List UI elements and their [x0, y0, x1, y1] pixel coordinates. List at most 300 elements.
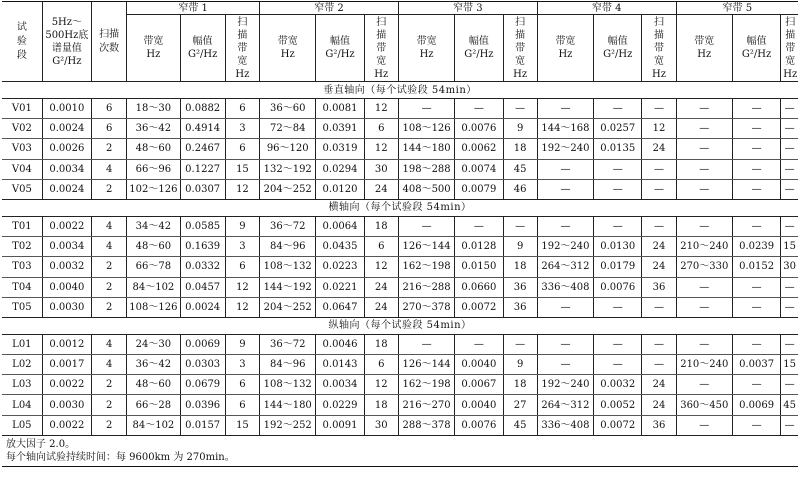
- table-cell: —: [781, 216, 798, 236]
- table-cell: 9: [225, 216, 259, 236]
- table-cell: 270～378: [398, 297, 454, 317]
- table-cell: 84～96: [260, 355, 316, 375]
- table-cell: 192～252: [260, 415, 316, 435]
- table-row: [2, 355, 798, 375]
- table-cell: —: [732, 216, 780, 236]
- table-cell: 2: [92, 179, 127, 199]
- table-cell: 144～180: [260, 395, 316, 415]
- table-cell: 2: [92, 277, 127, 297]
- table-cell: —: [732, 297, 780, 317]
- table-cell: 48～60: [127, 375, 180, 395]
- table-cell: 24: [642, 375, 676, 395]
- table-cell: 2: [92, 139, 127, 159]
- table-cell: —: [781, 119, 798, 139]
- band-4-amplitude-header: 幅值G²/Hz: [594, 15, 642, 82]
- table-cell: 0.0017: [42, 355, 91, 375]
- table-row: [2, 99, 798, 119]
- table-cell: —: [732, 277, 780, 297]
- table-cell: 4: [92, 334, 127, 354]
- table-cell: L01: [2, 334, 42, 354]
- table-cell: 0.0040: [42, 277, 91, 297]
- table-cell: —: [676, 179, 732, 199]
- table-cell: 36～42: [127, 355, 180, 375]
- table-cell: 66～96: [127, 159, 180, 179]
- table-cell: L03: [2, 375, 42, 395]
- table-cell: 0.0229: [316, 395, 364, 415]
- table-cell: 6: [225, 375, 259, 395]
- table-cell: 6: [225, 395, 259, 415]
- table-cell: 27: [503, 395, 537, 415]
- table-cell: 0.0040: [455, 395, 503, 415]
- table-cell: 0.0120: [316, 179, 364, 199]
- table-cell: 2: [92, 257, 127, 277]
- table-cell: —: [676, 375, 732, 395]
- table-cell: 0.0067: [455, 375, 503, 395]
- table-cell: —: [732, 179, 780, 199]
- table-cell: 36: [503, 297, 537, 317]
- table-cell: 24: [642, 237, 676, 257]
- table-cell: 24: [364, 179, 398, 199]
- table-cell: —: [642, 297, 676, 317]
- table-cell: 36～72: [260, 334, 316, 354]
- section-title: 纵轴向（每个试验段 54min）: [2, 317, 798, 334]
- table-cell: 0.0303: [180, 355, 225, 375]
- table-cell: —: [732, 119, 780, 139]
- table-cell: 9: [225, 334, 259, 354]
- table-cell: 216～288: [398, 277, 454, 297]
- table-cell: 2: [92, 297, 127, 317]
- table-cell: 204～252: [260, 297, 316, 317]
- table-cell: 24: [364, 277, 398, 297]
- table-cell: 3: [225, 237, 259, 257]
- table-cell: 36～72: [260, 216, 316, 236]
- table-cell: V05: [2, 179, 42, 199]
- table-cell: 45: [781, 395, 798, 415]
- table-cell: 24: [642, 139, 676, 159]
- table-cell: 15: [225, 159, 259, 179]
- table-cell: 0.2467: [180, 139, 225, 159]
- table-cell: 0.0046: [316, 334, 364, 354]
- table-cell: 18: [503, 375, 537, 395]
- table-cell: —: [455, 334, 503, 354]
- table-cell: 0.0010: [42, 99, 91, 119]
- table-cell: 0.1639: [180, 237, 225, 257]
- table-cell: 24: [642, 257, 676, 277]
- table-cell: —: [398, 334, 454, 354]
- table-cell: 192～240: [537, 237, 593, 257]
- table-cell: —: [537, 334, 593, 354]
- table-cell: 144～168: [537, 119, 593, 139]
- table-cell: 6: [225, 139, 259, 159]
- table-cell: 2: [92, 375, 127, 395]
- table-cell: 108～132: [260, 257, 316, 277]
- table-cell: 18: [364, 216, 398, 236]
- table-cell: —: [537, 159, 593, 179]
- table-cell: —: [781, 179, 798, 199]
- table-cell: —: [398, 99, 454, 119]
- band-2-sweep-bandwidth-header: 扫描带宽Hz: [364, 15, 398, 82]
- table-cell: 12: [364, 99, 398, 119]
- table-cell: 9: [503, 237, 537, 257]
- table-cell: 192～240: [537, 139, 593, 159]
- table-cell: 0.0032: [594, 375, 642, 395]
- table-cell: 108～126: [398, 119, 454, 139]
- table-cell: 192～240: [537, 375, 593, 395]
- table-cell: 0.0081: [316, 99, 364, 119]
- table-cell: 0.0030: [42, 297, 91, 317]
- table-cell: 0.0223: [316, 257, 364, 277]
- table-cell: 210～240: [676, 355, 732, 375]
- table-cell: 45: [503, 159, 537, 179]
- table-cell: T05: [2, 297, 42, 317]
- band-5-amplitude-header: 幅值G²/Hz: [732, 15, 780, 82]
- table-cell: 4: [92, 216, 127, 236]
- table-cell: 36～42: [127, 119, 180, 139]
- table-cell: V01: [2, 99, 42, 119]
- table-cell: 0.0319: [316, 139, 364, 159]
- header-segment: 试验段: [2, 2, 42, 82]
- table-cell: —: [676, 216, 732, 236]
- table-cell: —: [732, 99, 780, 119]
- table-cell: 0.0012: [42, 334, 91, 354]
- table-cell: 6: [92, 99, 127, 119]
- table-header: [2, 2, 798, 82]
- table-cell: —: [642, 179, 676, 199]
- table-cell: 0.0024: [42, 179, 91, 199]
- table-row: [2, 119, 798, 139]
- table-row: [2, 237, 798, 257]
- table-cell: 72～84: [260, 119, 316, 139]
- table-cell: 0.0257: [594, 119, 642, 139]
- table-cell: —: [732, 334, 780, 354]
- table-cell: 264～312: [537, 395, 593, 415]
- table-cell: 0.0435: [316, 237, 364, 257]
- band-5-bandwidth-header: 带宽Hz: [676, 15, 732, 82]
- table-cell: 34～42: [127, 216, 180, 236]
- table-cell: 0.0069: [732, 395, 780, 415]
- table-cell: 360～450: [676, 395, 732, 415]
- table-cell: 336～408: [537, 415, 593, 435]
- table-cell: —: [537, 99, 593, 119]
- table-cell: —: [676, 139, 732, 159]
- table-cell: 18～30: [127, 99, 180, 119]
- table-cell: —: [676, 415, 732, 435]
- table-cell: 12: [642, 119, 676, 139]
- band-2-amplitude-header: 幅值G²/Hz: [316, 15, 364, 82]
- table-cell: 18: [503, 257, 537, 277]
- table-cell: 0.0024: [42, 119, 91, 139]
- table-cell: 144～192: [260, 277, 316, 297]
- table-cell: 36: [642, 277, 676, 297]
- header-sweep-count: 扫描次数: [92, 2, 127, 82]
- table-cell: 0.0294: [316, 159, 364, 179]
- header-band-4: 窄带 4: [537, 2, 676, 15]
- table-cell: 12: [364, 139, 398, 159]
- band-4-sweep-bandwidth-header: 扫描带宽Hz: [642, 15, 676, 82]
- band-5-sweep-bandwidth-header: 扫描带宽Hz: [781, 15, 798, 82]
- table-row: [2, 179, 798, 199]
- table-cell: 216～270: [398, 395, 454, 415]
- table-row: [2, 216, 798, 236]
- table-cell: 4: [92, 237, 127, 257]
- table-cell: 4: [92, 159, 127, 179]
- table-cell: 18: [503, 139, 537, 159]
- band-3-sweep-bandwidth-header: 扫描带宽Hz: [503, 15, 537, 82]
- table-cell: 15: [781, 355, 798, 375]
- table-footnotes: [2, 436, 798, 467]
- table-cell: —: [781, 159, 798, 179]
- band-3-amplitude-header: 幅值G²/Hz: [455, 15, 503, 82]
- table-cell: 0.0024: [180, 297, 225, 317]
- table-cell: 132～192: [260, 159, 316, 179]
- table-cell: —: [642, 216, 676, 236]
- table-cell: 0.0062: [455, 139, 503, 159]
- table-cell: —: [676, 334, 732, 354]
- table-row: [2, 334, 798, 354]
- band-4-bandwidth-header: 带宽Hz: [537, 15, 593, 82]
- table-cell: 0.0679: [180, 375, 225, 395]
- table-cell: 24～30: [127, 334, 180, 354]
- table-cell: —: [732, 375, 780, 395]
- table-cell: 15: [781, 237, 798, 257]
- table-cell: 0.0647: [316, 297, 364, 317]
- table-cell: 264～312: [537, 257, 593, 277]
- table-cell: 84～96: [260, 237, 316, 257]
- table-cell: 108～132: [260, 375, 316, 395]
- table-cell: —: [594, 334, 642, 354]
- table-cell: 0.0152: [732, 257, 780, 277]
- table-cell: 24: [642, 395, 676, 415]
- table-cell: —: [594, 355, 642, 375]
- table-cell: 0.0040: [455, 355, 503, 375]
- table-cell: 0.0135: [594, 139, 642, 159]
- table-cell: T02: [2, 237, 42, 257]
- table-cell: 3: [225, 119, 259, 139]
- table-cell: T04: [2, 277, 42, 297]
- table-cell: L05: [2, 415, 42, 435]
- table-cell: 0.0150: [455, 257, 503, 277]
- table-cell: 6: [364, 119, 398, 139]
- table-cell: 0.0022: [42, 216, 91, 236]
- table-cell: 0.0022: [42, 415, 91, 435]
- table-cell: —: [594, 99, 642, 119]
- table-cell: —: [594, 216, 642, 236]
- table-cell: —: [594, 179, 642, 199]
- table-cell: —: [676, 119, 732, 139]
- table-cell: 0.0660: [455, 277, 503, 297]
- table-cell: T03: [2, 257, 42, 277]
- spec-table-page: [2, 1, 798, 467]
- table-cell: 288～378: [398, 415, 454, 435]
- table-cell: 2: [92, 395, 127, 415]
- table-cell: 6: [364, 355, 398, 375]
- table-cell: 3: [225, 355, 259, 375]
- table-cell: 30: [364, 159, 398, 179]
- table-cell: —: [781, 415, 798, 435]
- table-cell: 84～102: [127, 415, 180, 435]
- table-cell: —: [398, 216, 454, 236]
- band-1-bandwidth-header: 带宽Hz: [127, 15, 180, 82]
- table-cell: —: [642, 355, 676, 375]
- table-cell: 30: [364, 415, 398, 435]
- table-cell: —: [781, 375, 798, 395]
- table-row: [2, 257, 798, 277]
- table-cell: —: [676, 277, 732, 297]
- table-cell: 4: [92, 355, 127, 375]
- table-cell: 46: [503, 179, 537, 199]
- table-cell: 126～144: [398, 355, 454, 375]
- table-row: [2, 415, 798, 435]
- section-title: 横轴向（每个试验段 54min）: [2, 199, 798, 216]
- footnote-duration: 每个轴向试验持续时间：每 9600km 为 270min。: [6, 451, 235, 463]
- table-cell: T01: [2, 216, 42, 236]
- table-cell: 0.0022: [42, 375, 91, 395]
- table-row: [2, 159, 798, 179]
- table-cell: —: [594, 297, 642, 317]
- table-cell: 108～126: [127, 297, 180, 317]
- table-row: [2, 139, 798, 159]
- band-1-amplitude-header: 幅值G²/Hz: [180, 15, 225, 82]
- table-cell: —: [455, 99, 503, 119]
- table-cell: 66～78: [127, 257, 180, 277]
- table-cell: 0.0457: [180, 277, 225, 297]
- header-band-2: 窄带 2: [260, 2, 399, 15]
- table-cell: 198～288: [398, 159, 454, 179]
- table-cell: —: [781, 297, 798, 317]
- table-cell: 336～408: [537, 277, 593, 297]
- table-cell: 0.0239: [732, 237, 780, 257]
- table-cell: V03: [2, 139, 42, 159]
- table-cell: 0.0030: [42, 395, 91, 415]
- band-1-sweep-bandwidth-header: 扫描带宽Hz: [225, 15, 259, 82]
- table-cell: 0.0079: [455, 179, 503, 199]
- table-cell: —: [594, 159, 642, 179]
- table-cell: 0.0882: [180, 99, 225, 119]
- table-cell: 0.0157: [180, 415, 225, 435]
- band-3-bandwidth-header: 带宽Hz: [398, 15, 454, 82]
- table-cell: 0.0034: [316, 375, 364, 395]
- table-cell: 9: [503, 355, 537, 375]
- table-cell: 12: [225, 277, 259, 297]
- table-cell: 0.1227: [180, 159, 225, 179]
- table-cell: —: [676, 159, 732, 179]
- table-cell: 0.0585: [180, 216, 225, 236]
- table-cell: 6: [92, 119, 127, 139]
- table-cell: 84～102: [127, 277, 180, 297]
- table-cell: 102～126: [127, 179, 180, 199]
- table-cell: 0.0072: [594, 415, 642, 435]
- table-cell: —: [642, 334, 676, 354]
- table-cell: —: [537, 179, 593, 199]
- header-base-psd: 5Hz～500Hz底谱量值G²/Hz: [42, 2, 91, 82]
- table-cell: —: [642, 99, 676, 119]
- band-2-bandwidth-header: 带宽Hz: [260, 15, 316, 82]
- table-cell: 210～240: [676, 237, 732, 257]
- table-cell: 36: [503, 277, 537, 297]
- table-cell: 12: [364, 257, 398, 277]
- table-cell: 0.0091: [316, 415, 364, 435]
- table-cell: 48～60: [127, 139, 180, 159]
- table-cell: —: [642, 159, 676, 179]
- table-row: [2, 395, 798, 415]
- table-cell: V02: [2, 119, 42, 139]
- table-cell: 0.0130: [594, 237, 642, 257]
- table-cell: —: [537, 297, 593, 317]
- table-cell: 9: [503, 119, 537, 139]
- table-cell: V04: [2, 159, 42, 179]
- table-cell: 0.0332: [180, 257, 225, 277]
- table-cell: L04: [2, 395, 42, 415]
- table-cell: —: [503, 334, 537, 354]
- table-cell: 0.0076: [455, 415, 503, 435]
- table-cell: 0.0391: [316, 119, 364, 139]
- table-cell: —: [503, 216, 537, 236]
- table-cell: —: [732, 139, 780, 159]
- table-cell: 0.0052: [594, 395, 642, 415]
- table-cell: 0.0072: [455, 297, 503, 317]
- table-row: [2, 277, 798, 297]
- table-cell: 12: [225, 297, 259, 317]
- table-cell: 0.0026: [42, 139, 91, 159]
- table-cell: 0.0128: [455, 237, 503, 257]
- table-cell: 408～500: [398, 179, 454, 199]
- table-cell: —: [503, 99, 537, 119]
- table-cell: 36～60: [260, 99, 316, 119]
- table-cell: 0.0069: [180, 334, 225, 354]
- table-cell: —: [537, 355, 593, 375]
- table-cell: 270～330: [676, 257, 732, 277]
- table-cell: 0.0064: [316, 216, 364, 236]
- table-cell: 144～180: [398, 139, 454, 159]
- table-cell: 2: [92, 415, 127, 435]
- table-cell: —: [781, 334, 798, 354]
- table-cell: 6: [225, 257, 259, 277]
- table-cell: —: [676, 297, 732, 317]
- table-cell: 0.0143: [316, 355, 364, 375]
- table-cell: 0.0307: [180, 179, 225, 199]
- vibration-test-table: [2, 1, 798, 436]
- table-cell: —: [676, 99, 732, 119]
- table-cell: 0.0074: [455, 159, 503, 179]
- table-cell: 48～60: [127, 237, 180, 257]
- table-cell: 0.0076: [455, 119, 503, 139]
- table-cell: 12: [364, 375, 398, 395]
- table-cell: 12: [225, 179, 259, 199]
- table-cell: 6: [225, 99, 259, 119]
- table-cell: 162～198: [398, 257, 454, 277]
- table-cell: 0.0034: [42, 159, 91, 179]
- table-cell: 204～252: [260, 179, 316, 199]
- table-cell: —: [455, 216, 503, 236]
- table-row: [2, 375, 798, 395]
- table-cell: —: [732, 159, 780, 179]
- header-band-3: 窄带 3: [398, 2, 537, 15]
- table-cell: 18: [364, 395, 398, 415]
- table-cell: —: [781, 277, 798, 297]
- table-cell: 162～198: [398, 375, 454, 395]
- table-cell: —: [537, 216, 593, 236]
- table-cell: —: [732, 415, 780, 435]
- table-row: [2, 297, 798, 317]
- table-cell: L02: [2, 355, 42, 375]
- table-cell: 0.0076: [594, 277, 642, 297]
- section-title: 垂直轴向（每个试验段 54min）: [2, 82, 798, 99]
- table-cell: 126～144: [398, 237, 454, 257]
- table-cell: 0.0032: [42, 257, 91, 277]
- footnote-amplification: 放大因子 2.0。: [6, 438, 76, 450]
- table-cell: 18: [364, 334, 398, 354]
- table-cell: 96～120: [260, 139, 316, 159]
